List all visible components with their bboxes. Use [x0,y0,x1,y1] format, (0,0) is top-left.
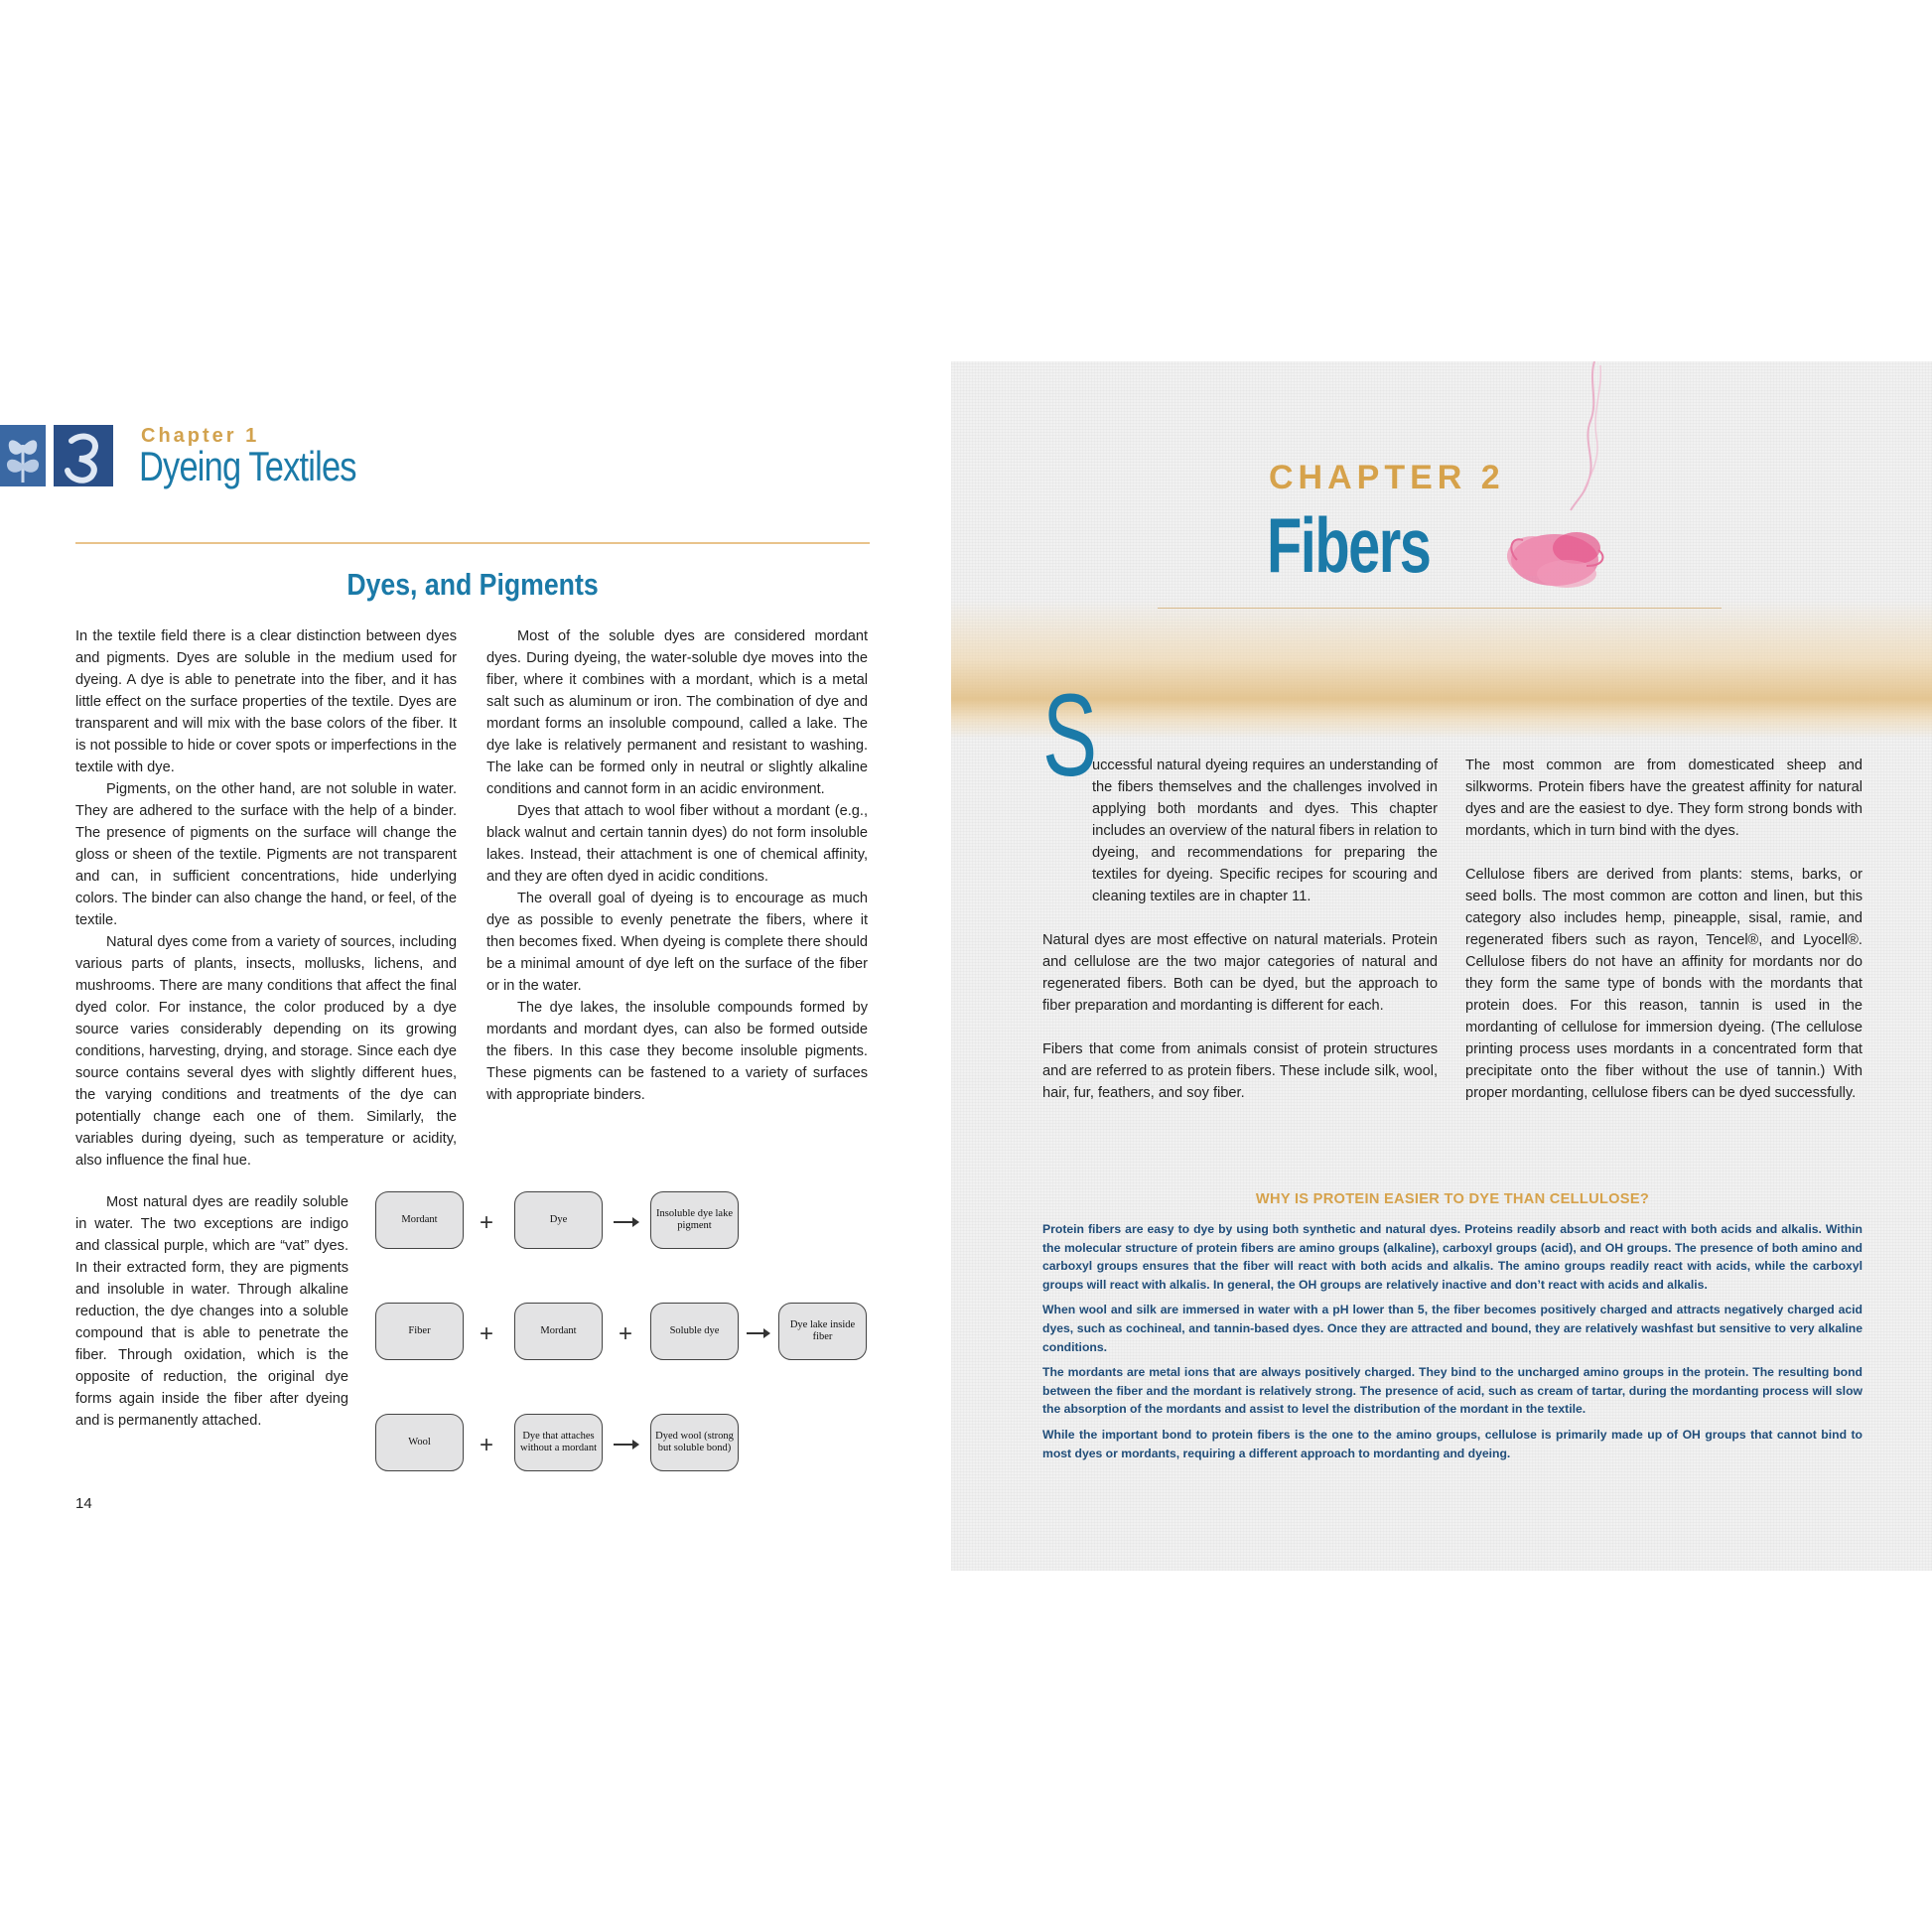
arrow-right-icon [614,1444,637,1446]
paragraph: Most of the soluble dyes are considered mordant dyes. During dyeing, the water-soluble dye moves into the fiber, where it combines with a mordant, which is a metal salt such as aluminum or iron. The combination of dye and mordant forms an insoluble compound, called a lake. The dye lake is relatively permanent and resistant to washing. The lake can be formed only in neutral or slightly alkaline conditions and cannot form in an acidic environment. [486,628,868,797]
paragraph: Natural dyes come from a variety of sources, including various parts of plants, insects, mollusks, lichens, and mushrooms. There are many conditions that affect the final dyed color. For instance, the color produced by a dye source varies considerably depending on its growing conditions, harvesting, drying, and storage. Since each dye source contains several dyes with slightly different hues, the varying conditions and treatments of the dye can potentially change each one of them. Similarly, the variables during dyeing, such as temperature or acidity, also influence the final hue. [75,934,457,1169]
diagram-box-dye-without-mordant: Dye that attaches without a mordant [514,1414,603,1471]
indigo-leaf-print-thumbnail [0,425,46,486]
paragraph: Pigments, on the other hand, are not soluble in water. They are adhered to the surface with the help of a binder. The presence of pigments on the surface will change the gloss or sheen of the textile. Pigments are not transparent and can, in sufficient concentrations, hide underlying colors. The binder can also change the hand, or feel, of the textile. [75,781,457,928]
plus-sign: + [480,1209,494,1236]
diagram-box-dye: Dye [514,1191,603,1249]
chapter-title: Fibers [1267,501,1431,589]
body-column-1 [75,625,457,1172]
paragraph: Dyes that attach to wool fiber without a mordant (e.g., black walnut and certain tannin dyes) do not form insoluble lakes. Instead, their attachment is one of chemical affinity, and they are often dyed in acidic conditions. [486,803,868,885]
sidebar-paragraph: While the important bond to protein fibers is the one to the amino groups, cellulose is primarily made up of OH groups that cannot bind to most dyes or mordants, requiring a different approach to mordanting and dyeing. [1042,1427,1863,1460]
paragraph: The overall goal of dyeing is to encourage as much dye as possible to evenly penetrate the fibers, where it then becomes fixed. When dyeing is complete there should be a minimal amount of dye left on the surface of the fiber or in the water. [486,891,868,994]
header-divider [75,542,870,544]
running-head-chapter-title: Dyeing Textiles [139,443,356,489]
body-column-1 [1042,755,1438,1104]
sidebar-paragraph: The mordants are metal ions that are always positively charged. They bind to the uncharged amino groups in the protein. The resulting bond between the fiber and the mordant is relatively strong. The presence of acid, such as cream of tartar, during the mordanting process will slow the absorption of the mordants and assist to level the distribution of the mordant in the textile. [1042,1365,1863,1417]
paragraph: The dye lakes, the insoluble compounds formed by mordants and mordant dyes, can also be formed outside the fibers. In this case they become insoluble pigments. These pigments can be fastened to a variety of surfaces with appropriate binders. [486,1000,868,1103]
paragraph: Fibers that come from animals consist of protein structures and are referred to as protein fibers. These include silk, wool, hair, fur, feathers, and soy fiber. [1042,1041,1438,1101]
sidebar-paragraph: When wool and silk are immersed in water with a pH lower than 5, the fiber becomes positively charged and attracts negatively charged acid dyes, such as cochineal, and tannin-based dyes. Once they are attracted and bound, they are relatively washfast but sensitive to very alkaline conditions. [1042,1303,1863,1354]
page-number: 14 [75,1495,92,1512]
plus-sign: + [619,1320,633,1347]
arrow-right-icon [747,1332,768,1334]
diagram-box-fiber: Fiber [375,1303,464,1360]
sidebar-title: WHY IS PROTEIN EASIER TO DYE THAN CELLULOSE? [1255,1191,1650,1207]
diagram-box-soluble-dye: Soluble dye [650,1303,739,1360]
body-column-2 [486,625,868,1106]
diagram-box-mordant: Mordant [375,1191,464,1249]
chapter-label: CHAPTER 2 [1269,459,1505,496]
running-head [0,425,417,489]
sidebar-box [1042,1220,1863,1462]
running-head-chapter-label: Chapter 1 [141,425,260,447]
diagram-box-result: Insoluble dye lake pigment [650,1191,739,1249]
left-page [0,0,951,1932]
sidebar-paragraph: Protein fibers are easy to dye by using both synthetic and natural dyes. Proteins readily absorb and react with both acids and alkalis. Within the molecular structure of protein fibers are amino groups (alkaline), carboxyl groups (acid), and OH groups. The presence of both amino and carboxyl groups ensures that the fiber will react with both acids and alkalis. The amino groups readily react with acids, while the carboxyl groups will react with alkalis. In general, the OH groups are relatively inactive and don’t react with acids and alkalis. [1042,1222,1863,1292]
paragraph: The most common are from domesticated sheep and silkworms. Protein fibers have the greatest affinity for natural dyes and are the easiest to dye. They form strong bonds with mordants, which in turn bind with the dyes. [1465,758,1863,839]
diagram-box-mordant: Mordant [514,1303,603,1360]
arrow-right-icon [614,1221,637,1223]
diagram-box-result: Dyed wool (strong but soluble bond) [650,1414,739,1471]
paragraph: uccessful natural dyeing requires an understanding of the fibers themselves and the challenges involved in applying both mordants and dyes. This chapter includes an overview of the natural fibers in relation to dyeing, and recommendations for preparing the textiles for dyeing. Specific recipes for scouring and cleaning textiles are in chapter 11. [1092,758,1439,904]
plus-sign: + [480,1432,494,1458]
paragraph: Cellulose fibers are derived from plants: stems, barks, or seed bolls. The most common are cotton and linen, but this category also includes hemp, pineapple, sisal, ramie, and regenerated fibers such as rayon, Tencel®, and Lyocell®. Cellulose fibers do not have an affinity for mordants nor do they form the same type of bonds with the mordants that protein does. For this reason, tannin is used in the mordanting of cellulose for immersion dyeing. (The cellulose printing process uses mordants in a concentrated form that precipitate onto the fiber without the use of tannin.) With proper mordanting, cellulose fibers can be dyed successfully. [1465,867,1863,1101]
body-column-2 [1465,755,1863,1104]
plus-sign: + [480,1320,494,1347]
indigo-shibori-thumbnail [54,425,113,486]
paragraph: In the textile field there is a clear distinction between dyes and pigments. Dyes are soluble in the medium used for dyeing. A dye is able to penetrate into the fiber, and it has little effect on the surface properties of the textile. Dyes are transparent and will mix with the base colors of the fiber. It is not possible to hide or cover spots or imperfections in the textile with dye. [75,628,457,775]
title-divider [1158,608,1722,609]
paragraph: Most natural dyes are readily soluble in water. The two exceptions are indigo and classical purple, which are “vat” dyes. In their extracted form, they are pigments and insoluble in water. Through alkaline reduction, the dye changes into a soluble compound that is able to penetrate the fiber. Through oxidation, which is the opposite of reduction, the original dye forms again inside the fiber after dyeing and is permanently attached. [75,1194,348,1429]
body-column-3 [75,1191,348,1432]
drop-cap: S [1042,670,1098,801]
paragraph: Natural dyes are most effective on natural materials. Protein and cellulose are the two major categories of natural and regenerated fibers. Both can be dyed, but the approach to fiber preparation and mordanting is different for each. [1042,932,1438,1014]
diagram-box-wool: Wool [375,1414,464,1471]
section-title: Dyes, and Pigments [346,567,599,602]
diagram-box-result: Dye lake inside fiber [778,1303,867,1360]
right-page [951,361,1932,1571]
